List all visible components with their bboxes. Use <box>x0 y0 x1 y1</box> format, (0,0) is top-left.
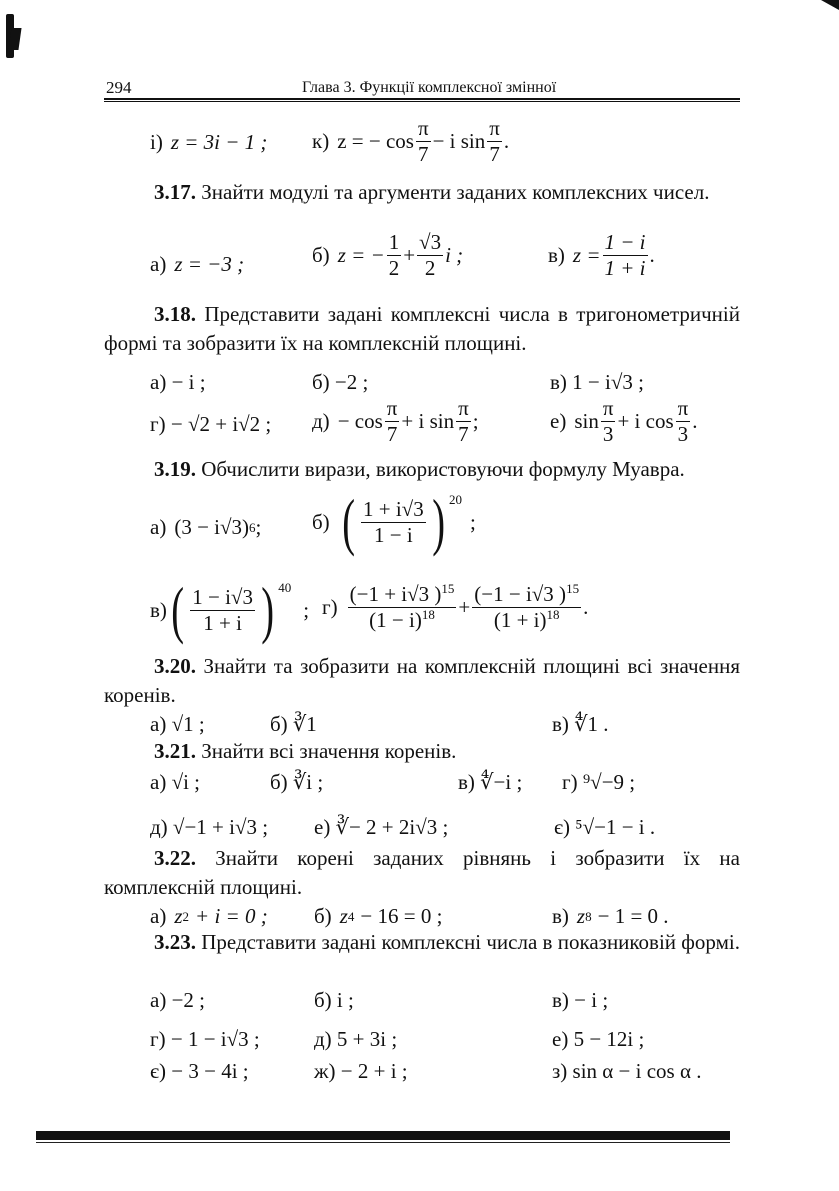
item-3-20-v: в) ∜1 . <box>552 712 609 736</box>
item-3-18-d: д) − cos $\frac{\pi}{7}$ + i sin $\frac{\pi}{7}$ ; <box>312 396 479 446</box>
item-3-23-z: з) sin α − i cos α . <box>552 1059 702 1083</box>
item-3-21-a: а) √i ; <box>150 770 201 794</box>
item-3-17-v: в) z = $\frac{1 - i}{1 + i}$ . <box>548 230 655 280</box>
item-3-21-g: г) ⁹√−9 ; <box>562 770 636 794</box>
exercise-3-19: 3.19. Обчислити вирази, використовуючи формулу Муавра. <box>154 457 685 481</box>
item-3-20-a: а) √1 ; <box>150 712 205 736</box>
item-3-23-d: д) 5 + 3i ; <box>314 1027 398 1051</box>
item-3-21-e: е) ∛− 2 + 2i√3 ; <box>314 815 449 839</box>
scan-corner-mark <box>821 0 839 10</box>
scan-edge-mark <box>6 14 14 58</box>
footer-bar <box>36 1131 730 1140</box>
item-3-23-e: е) 5 − 12i ; <box>552 1027 645 1051</box>
header-rule <box>104 98 740 100</box>
chapter-title: Глава 3. Функції комплексної змінної <box>302 79 557 96</box>
item-3-23-b: б) i ; <box>314 988 354 1012</box>
page-header <box>104 78 738 100</box>
item-3-18-v: в) 1 − i√3 ; <box>550 370 644 394</box>
exercise-3-20: 3.20. Знайти та зобразити на комплексній площині всі значення коренів. <box>104 654 740 707</box>
item-3-22-a: а) z 2 + i = 0 ; <box>150 904 268 928</box>
exercise-3-18: 3.18. Представити задані комплексні числа в тригонометричній формі та зобразити їх на комплексній площині. <box>104 302 740 355</box>
item-3-23-g: г) − 1 − i√3 ; <box>150 1027 260 1051</box>
fraction: $\frac{\pi}{7}$ <box>417 116 429 166</box>
footer-rule <box>36 1142 730 1143</box>
exercise-3-22: 3.22. Знайти корені заданих рівнянь і зобразити їх на комплексній площині. <box>104 846 740 899</box>
header-rule-thin <box>104 101 740 102</box>
item-3-18-e: е) sin $\frac{\pi}{3}$ + i cos $\frac{\pi}{3}$ . <box>550 396 698 446</box>
item-3-21-d: д) √−1 + i√3 ; <box>150 815 269 839</box>
item-3-19-a: а) (3 − i√3) 6 ; <box>150 515 262 539</box>
item-3-18-b: б) −2 ; <box>312 370 369 394</box>
page-number: 294 <box>106 78 132 97</box>
fraction: $\frac{\pi}{7}$ <box>489 116 500 166</box>
item-3-21-ye: є) ⁵√−1 − i . <box>554 815 656 839</box>
item-3-23-v: в) − i ; <box>552 988 609 1012</box>
item-3-17-a: а) z = −3 ; <box>150 252 245 276</box>
item-3-22-v: в) z 8 − 1 = 0 . <box>552 904 669 928</box>
item-3-23-ye: є) − 3 − 4i ; <box>150 1059 249 1083</box>
item-3-23-zh: ж) − 2 + i ; <box>314 1059 408 1083</box>
item-3-19-v: в) ( $\frac{1 - i√3}{1 + i}$ ) $^{40}$ ; <box>150 574 310 645</box>
item-3-19-g: г) $\frac{(-1 + i√3 )^{15}}{(1 - i)^{18}}$ + $\frac{(-1 - i√3 )^{15}}{(1 + i)^{18}}$ . <box>322 581 589 632</box>
item-k: к) z = − cos $\frac{\pi}{7}$ − i sin $\frac{\pi}{7}$ . <box>312 116 510 166</box>
exercise-3-17: 3.17. Знайти модулі та аргументи заданих комплексних чисел. <box>154 180 710 204</box>
item-3-21-v: в) ∜−i ; <box>458 770 523 794</box>
item-3-17-b: б) z = − $\frac{1}{2}$ + $\frac{√3}{2}$ i ; <box>312 230 464 280</box>
item-3-23-a: а) −2 ; <box>150 988 205 1012</box>
item-3-22-b: б) z 4 − 16 = 0 ; <box>314 904 443 928</box>
item-i: і) z = 3i − 1 ; <box>150 130 268 154</box>
exercise-3-23: 3.23. Представити задані комплексні числа в показниковій формі. <box>154 930 740 954</box>
exercise-3-21: 3.21. Знайти всі значення коренів. <box>154 739 457 763</box>
item-3-20-b: б) ∛1 <box>270 712 317 736</box>
item-3-18-g: г) − √2 + i√2 ; <box>150 412 272 436</box>
item-3-18-a: а) − i ; <box>150 370 206 394</box>
item-3-19-b: б) ( $\frac{1 + i√3}{1 - i}$ ) $^{20}$ ; <box>312 486 476 557</box>
item-3-21-b: б) ∛i ; <box>270 770 324 794</box>
